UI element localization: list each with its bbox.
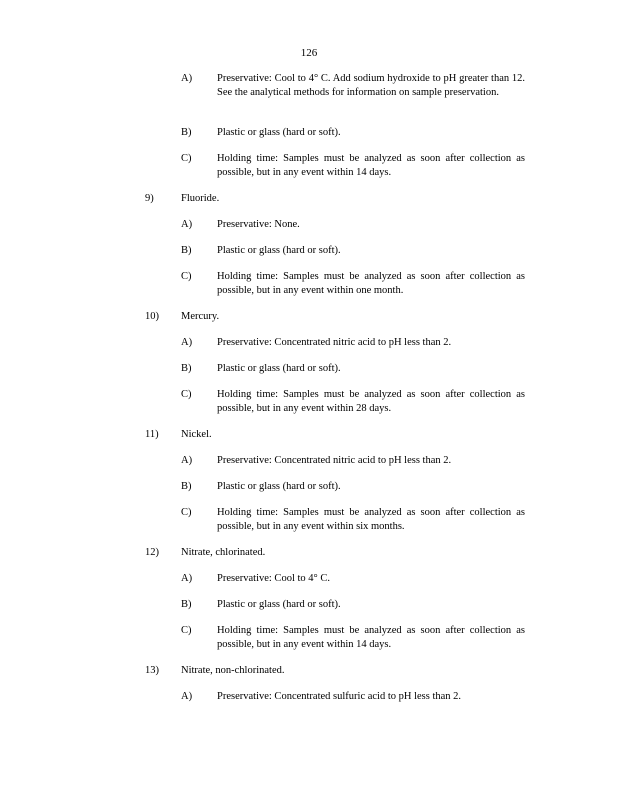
item-letter: C) [181, 153, 192, 164]
item-text: Preservative: Concentrated nitric acid to pH less than 2. [217, 455, 452, 466]
item-letter: A) [181, 691, 193, 702]
item-text: Preservative: Cool to 4° C. Add sodium hydroxide to pH greater than 12. See the analytical methods for information on sample preservation. [217, 73, 525, 98]
item-text: Holding time: Samples must be analyzed as soon after collection as possible, but in any event within 28 days. [217, 389, 525, 414]
item-letter: A) [181, 455, 193, 466]
item-letter: A) [181, 73, 193, 84]
item-letter: A) [181, 337, 193, 348]
item-text: Plastic or glass (hard or soft). [217, 363, 341, 374]
item-text: Plastic or glass (hard or soft). [217, 127, 341, 138]
section-number: 13) [145, 665, 159, 676]
section-number: 12) [145, 547, 159, 558]
section-number: 10) [145, 311, 159, 322]
item-letter: B) [181, 481, 192, 492]
item-text: Plastic or glass (hard or soft). [217, 481, 341, 492]
item-text: Holding time: Samples must be analyzed as soon after collection as possible, but in any event within 14 days. [217, 153, 525, 178]
item-text: Plastic or glass (hard or soft). [217, 599, 341, 610]
item-letter: C) [181, 389, 192, 400]
section-title: Nickel. [181, 429, 212, 440]
section-title: Mercury. [181, 311, 220, 322]
item-letter: A) [181, 219, 193, 230]
item-text: Holding time: Samples must be analyzed as soon after collection as possible, but in any event within six months. [217, 507, 525, 532]
item-letter: C) [181, 507, 192, 518]
item-text: Holding time: Samples must be analyzed as soon after collection as possible, but in any event within one month. [217, 271, 525, 296]
section-title: Nitrate, non-chlorinated. [181, 665, 285, 676]
item-letter: B) [181, 245, 192, 256]
item-letter: C) [181, 271, 192, 282]
item-text: Preservative: Concentrated sulfuric acid to pH less than 2. [217, 691, 462, 702]
section-title: Fluoride. [181, 193, 220, 204]
item-text: Preservative: Concentrated nitric acid to pH less than 2. [217, 337, 452, 348]
page-number: 126 [300, 47, 318, 59]
item-text: Preservative: Cool to 4° C. [217, 573, 330, 584]
item-text: Holding time: Samples must be analyzed as soon after collection as possible, but in any event within 14 days. [217, 625, 525, 650]
item-text: Preservative: None. [217, 219, 300, 230]
section-number: 11) [145, 429, 159, 440]
item-letter: A) [181, 573, 193, 584]
item-text: Plastic or glass (hard or soft). [217, 245, 341, 256]
item-letter: B) [181, 363, 192, 374]
item-letter: C) [181, 625, 192, 636]
section-number: 9) [145, 193, 154, 204]
section-title: Nitrate, chlorinated. [181, 547, 266, 558]
item-letter: B) [181, 127, 192, 138]
item-letter: B) [181, 599, 192, 610]
